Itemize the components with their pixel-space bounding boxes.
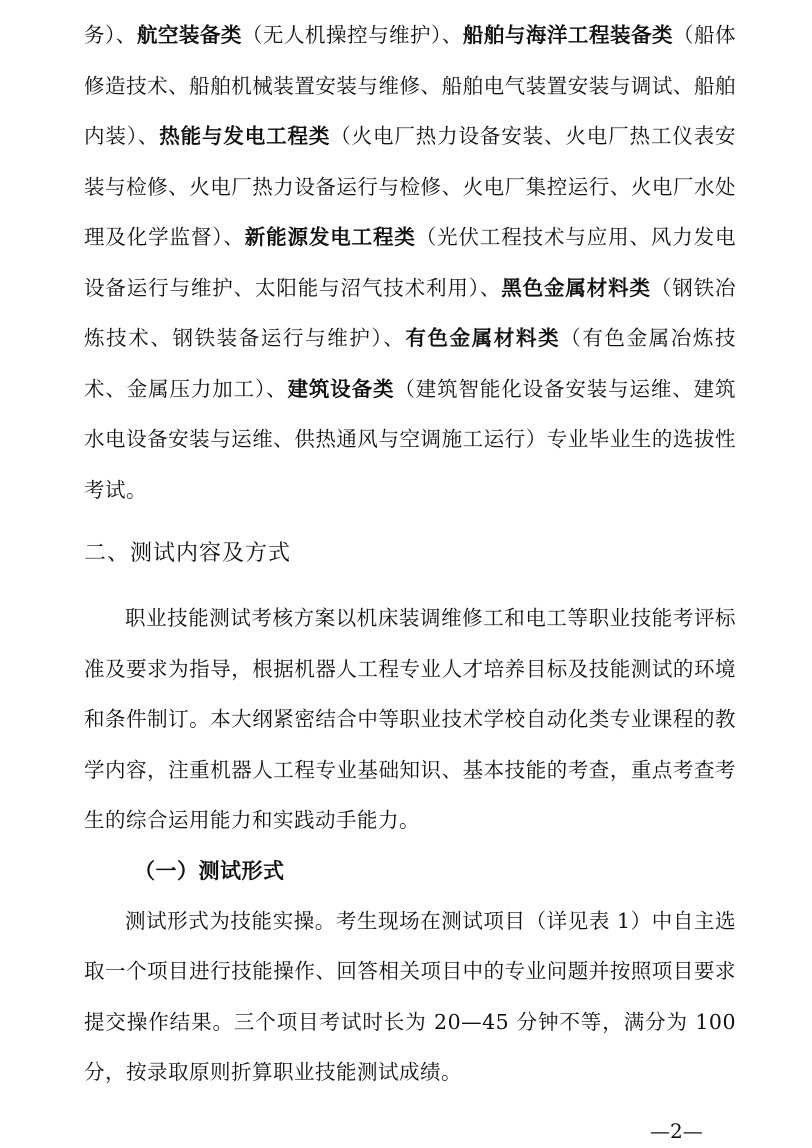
section-paragraph: 职业技能测试考核方案以机床装调维修工和电工等职业技能考评标准及要求为指导，根据机器人工程专业人才培养目标及技能测试的环境和条件制订。本大纲紧密结合中等职业技术学校自动化类专业课程的教学内容，注重机器人工程专业基础知识、基本技能的考查，重点考查考生的综合运用能力和实践动手能力。 [84, 606, 736, 832]
intro-seg: （船体修造技术、船舶机械装置安装与维修、船舶电气装置安装与调试、船舶内装）、 [84, 23, 737, 148]
intro-paragraph [84, 10, 736, 515]
intro-seg: （光伏工程技术与应用、风力发电设备运行与维护、太阳能与沼气技术利用）、 [84, 225, 736, 300]
page-number: —2— [650, 1119, 703, 1143]
intro-seg-bold: 热能与发电工程类 [159, 124, 331, 148]
subsection-heading-test-form: （一）测试形式 [134, 857, 285, 883]
subsection-paragraph: 测试形式为技能实操。考生现场在测试项目（详见表 1）中自主选取一个项目进行技能操作、回答相关项目中的专业问题并按照项目要求提交操作结果。三个项目考试时长为 20—45 分钟不等，满分为 100 分，按录取原则折算职业技能测试成绩。 [84, 908, 736, 1084]
intro-seg: （火电厂热力设备安装、火电厂热工仪表安装与检修、火电厂热力设备运行与检修、火电厂集控运行、火电厂水处理及化学监督）、 [84, 124, 736, 249]
intro-seg-bold: 建筑设备类 [287, 376, 395, 401]
intro-seg: （钢铁冶炼技术、钢铁装备运行与维护）、 [84, 275, 736, 350]
intro-seg: （无人机操控与维护）、 [241, 23, 463, 47]
section-heading-content-and-method: 二、测试内容及方式 [84, 541, 292, 566]
intro-seg-bold: 航空装备类 [136, 23, 242, 47]
intro-seg-bold: 黑色金属材料类 [501, 275, 651, 300]
intro-seg: （有色金属冶炼技术、金属压力加工）、 [84, 326, 737, 401]
document-page [84, 10, 736, 1098]
intro-seg-bold: 船舶与海洋工程装备类 [462, 23, 674, 47]
intro-seg-bold: 新能源发电工程类 [244, 225, 416, 249]
intro-seg: 务）、 [84, 23, 137, 47]
intro-seg: （建筑智能化设备安装与运维、建筑水电设备安装与运维、供热通风与空调施工运行）专业毕业生的选拔性考试。 [84, 376, 736, 502]
intro-seg-bold: 有色金属材料类 [405, 326, 561, 350]
